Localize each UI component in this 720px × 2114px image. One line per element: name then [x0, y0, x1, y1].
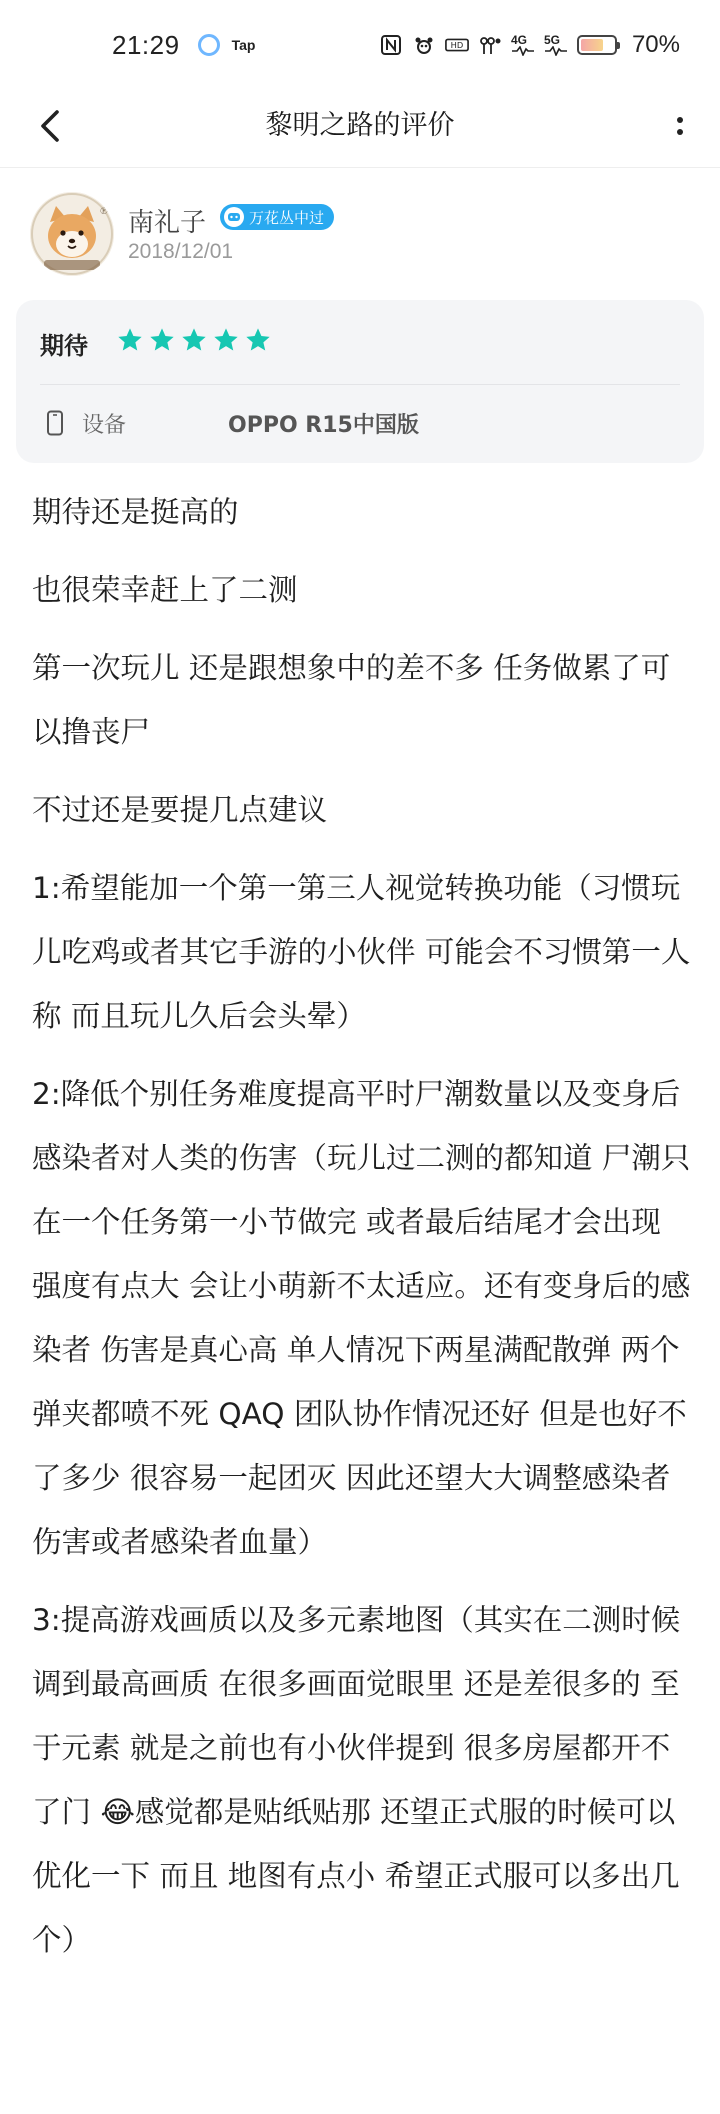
network-5g-label: 5G [543, 33, 560, 47]
review-paragraph: 不过还是要提几点建议 [32, 793, 328, 827]
star-rating [116, 326, 272, 354]
battery-icon [577, 35, 617, 55]
network-4g-label: 4G [510, 33, 527, 47]
battery-fill [581, 39, 603, 51]
star-icon [116, 326, 144, 354]
tap-app-icon [198, 34, 220, 56]
network-5g-icon [544, 34, 568, 56]
hd-icon [445, 34, 469, 56]
review-paragraph: 2:降低个别任务难度提高平时尸潮数量以及变身后感染者对人类的伤害（玩儿过二测的都知道 尸潮只在一个任务第一小节做完 或者最后结尾才会出现 强度有点大 会让小萌新不太适应。还有变身后的感染者 伤害是真心高 单人情况下两星满配散弹 两个弹夹都喷不死 QAQ 团队协作情况还好 但是也好不了多少 很容易一起团灭 因此还望大大调整感染者伤害或者感染者血量） [32, 1077, 691, 1559]
review-paragraph: 第一次玩儿 还是跟想象中的差不多 任务做累了可以撸丧尸 [32, 651, 671, 749]
review-paragraph: 3:提高游戏画质以及多元素地图（其实在二测时候调到最高画质 在很多画面觉眼里 还是差很多的 至于元素 就是之前也有小伙伴提到 很多房屋都开不了门 😂感觉都是贴纸贴那 还望正式服的时候可以优化一下 而且 地图有点小 希望正式服可以多出几个） [32, 1603, 681, 1957]
status-icons [379, 31, 680, 59]
review-author [30, 188, 690, 280]
more-button[interactable] [662, 104, 698, 148]
paw-icon [412, 34, 436, 56]
rating-label: 期待 [40, 332, 88, 360]
more-dot [677, 129, 683, 135]
divider [40, 384, 680, 385]
review-paragraph: 也很荣幸赶上了二测 [32, 573, 298, 607]
star-icon [244, 326, 272, 354]
avatar[interactable] [30, 192, 114, 276]
user-name[interactable]: 南礼子 [128, 208, 207, 238]
more-dot [677, 117, 683, 123]
status-bar [0, 0, 720, 90]
star-icon [212, 326, 240, 354]
rating-card [16, 300, 704, 463]
shiba-avatar-icon [30, 192, 114, 276]
badge-label: 万花丛中过 [249, 208, 325, 227]
gamepad-icon [224, 207, 244, 227]
nfc-icon [379, 34, 403, 56]
user-badge[interactable] [220, 204, 334, 230]
review-paragraph: 期待还是挺高的 [32, 495, 239, 529]
review-content [32, 480, 694, 1986]
device-label: 设备 [82, 413, 127, 438]
review-paragraph: 1:希望能加一个第一第三人视觉转换功能（习惯玩儿吃鸡或者其它手游的小伙伴 可能会不习惯第一人称 而且玩儿久后会头晕） [32, 871, 691, 1033]
tap-label: Tap [231, 37, 256, 53]
battery-percent: 70% [631, 31, 680, 58]
svg-text:HD: HD [450, 40, 464, 51]
network-4g-icon [511, 34, 535, 56]
status-time: 21:29 [112, 29, 180, 60]
star-icon [180, 326, 208, 354]
review-date: 2018/12/01 [128, 240, 234, 263]
app-header [0, 90, 720, 168]
phone-icon [46, 410, 64, 436]
device-value: OPPO R15中国版 [228, 413, 419, 438]
wifi-signal-icon [478, 34, 502, 56]
star-icon [148, 326, 176, 354]
page-title: 黎明之路的评价 [265, 110, 455, 141]
svg-text:℗: ℗ [100, 206, 108, 217]
